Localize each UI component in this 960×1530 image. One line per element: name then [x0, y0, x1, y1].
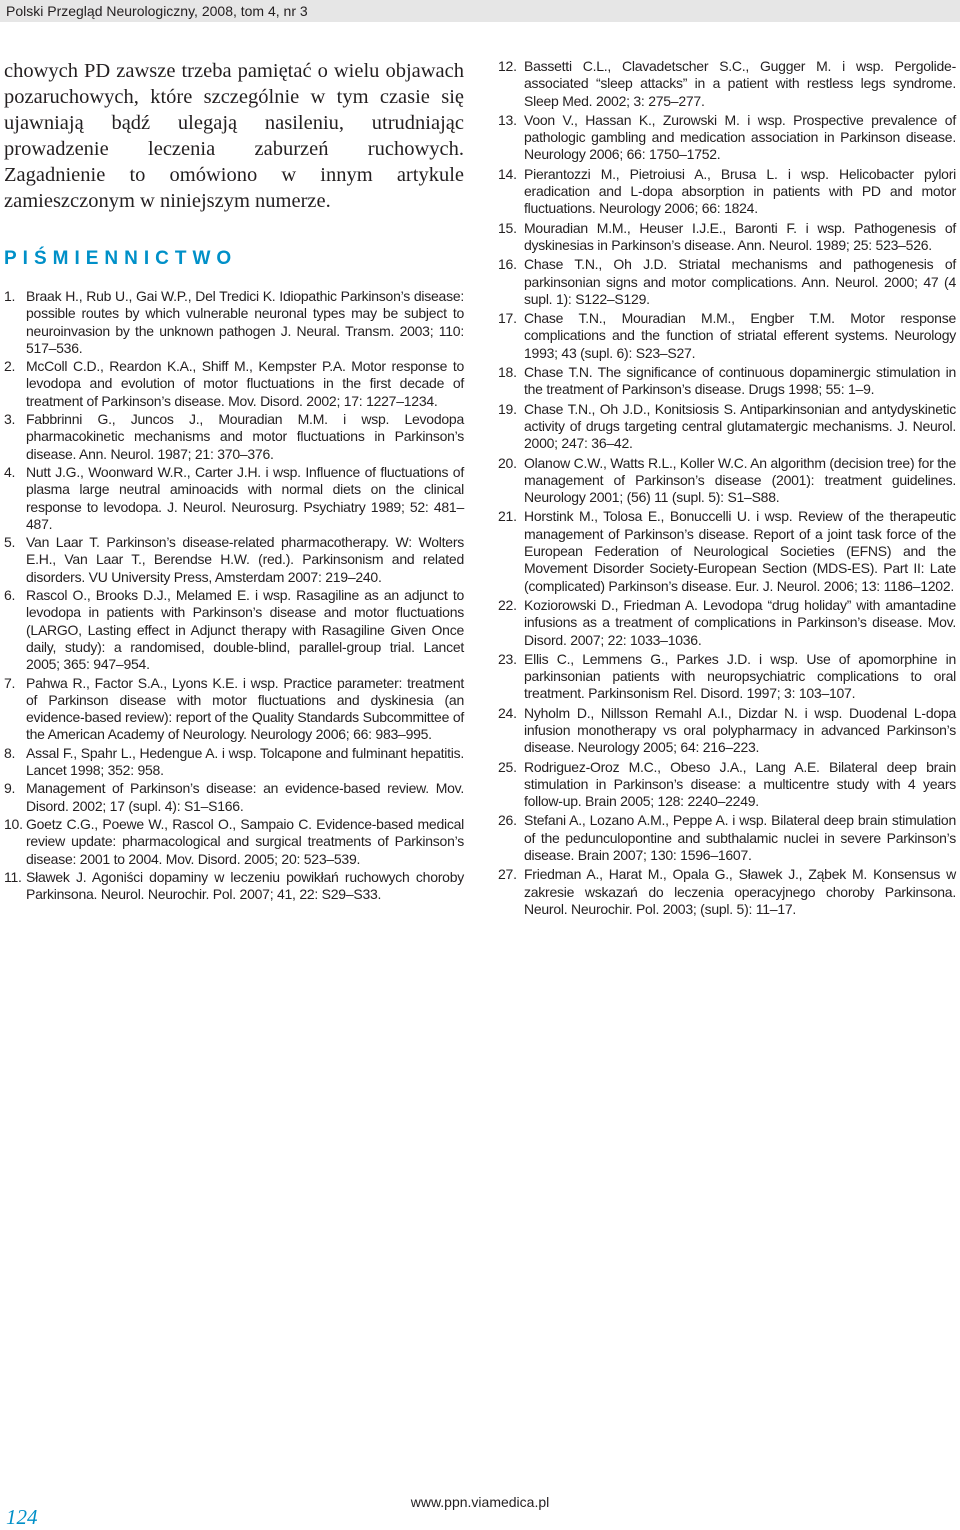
reference-number: 18.: [498, 364, 517, 381]
reference-item: [498, 112, 956, 164]
reference-item: [498, 508, 956, 594]
reference-number: 24.: [498, 704, 517, 721]
footer-url: www.ppn.viamedica.pl: [410, 1494, 550, 1510]
reference-text: Fabbrinni G., Juncos J., Mouradian M.M. i wsp. Levodopa pharmacokinetic mechanisms and motor fluctuations in Parkinson’s disease. Ann. Neurol. 1987; 21: 370–376.: [26, 411, 464, 462]
reference-number: 19.: [498, 400, 517, 417]
reference-text: Van Laar T. Parkinson’s disease-related pharmacotherapy. W: Wolters E.H., Van Laar T., Berendse H.W. (red.). Parkinsonism and related disorders. VU University Press, Amsterdam 2007: 219–240.: [26, 534, 464, 585]
reference-item: [4, 464, 464, 533]
right-column: [498, 58, 956, 920]
reference-item: [498, 401, 956, 453]
reference-text: Mouradian M.M., Heuser I.J.E., Baronti F. i wsp. Pathogenesis of dyskinesias in Parkinson’s disease. Ann. Neurol. 1989; 25: 523–526.: [524, 219, 956, 253]
reference-text: Nutt J.G., Woonward W.R., Carter J.H. i wsp. Influence of fluctuations of plasma large neutral aminoacids with normal diets on the clinical response to levodopa. J. Neurol. Neurosurg. Psychiatry 1989; 52: 481–487.: [26, 463, 464, 532]
intro-paragraph: chowych PD zawsze trzeba pamiętać o wielu objawach pozaruchowych, które szczególnie w tym czasie się ujawniają bądź ulegają nasileniu, utrudniając prowadzenie leczenia zaburzeń ruchowych. Zagadnienie to omówiono w innym artykule zamieszczonym w niniejszym numerze.: [4, 60, 464, 212]
reference-item: [4, 587, 464, 673]
reference-text: Goetz C.G., Poewe W., Rascol O., Sampaio C. Evidence-based medical review update: pharmacological and surgical treatments of Parkinson’s disease: 2001 to 2004. Mov. Disord. 2005; 20: 523–539.: [26, 815, 464, 867]
reference-number: 17.: [498, 310, 517, 327]
reference-number: 13.: [498, 111, 517, 128]
reference-item: [4, 745, 464, 780]
reference-text: Nyholm D., Nillsson Remahl A.I., Dizdar N. i wsp. Duodenal L-dopa infusion monotherapy vs oral polypharmacy in advanced Parkinson’s disease. Neurology 2005; 64: 216–223.: [524, 704, 956, 756]
reference-text: Horstink M., Tolosa E., Bonuccelli U. i wsp. Review of the therapeutic management of Parkinson’s disease. Report of a joint task force of the European Federation of Neurological Societies (EFNS) and the Movement Disorder Society-European Section (MDS-ES). Part II: Late (complicated) Parkinson’s disease. Eur. J. Neurol. 2006; 13: 1186–1202.: [524, 508, 956, 594]
reference-text: Pierantozzi M., Pietroiusi A., Brusa L. i wsp. Helicobacter pylori eradication and L-dopa absorption in patients with PD and motor fluctuations. Neurology 2006; 66: 1824.: [524, 165, 956, 217]
reference-item: [498, 759, 956, 811]
reference-item: [4, 534, 464, 586]
reference-text: Stefani A., Lozano A.M., Peppe A. i wsp. Bilateral deep brain stimulation of the pedunculopontine and subthalamic nuclei in severe Parkinson’s disease. Brain 2007; 130: 1596–1607.: [524, 812, 956, 864]
reference-number: 20.: [498, 454, 517, 471]
reference-number: 25.: [498, 758, 517, 775]
reference-number: 4.: [4, 463, 16, 480]
reference-text: Braak H., Rub U., Gai W.P., Del Tredici K. Idiopathic Parkinson’s disease: possible routes by which vulnerable neuronal types may be subject to neuroinvasion by the unknown pathogen J. Neural. Transm. 2003; 110: 517–536.: [26, 288, 464, 356]
journal-header: Polski Przegląd Neurologiczny, 2008, tom 4, nr 3: [6, 3, 308, 19]
reference-item: [4, 869, 464, 904]
reference-item: [4, 288, 464, 357]
reference-item: [498, 256, 956, 308]
reference-number: 12.: [498, 58, 517, 74]
reference-item: [498, 651, 956, 703]
reference-text: Chase T.N., Mouradian M.M., Engber T.M. Motor response complications and the function of striatal efferent systems. Neurology 1993; 43 (supl. 6): S23–S27.: [524, 310, 956, 361]
reference-item: [4, 358, 464, 410]
reference-item: [498, 455, 956, 507]
reference-text: Rodriguez-Oroz M.C., Obeso J.A., Lang A.E. Bilateral deep brain stimulation in Parkinson’s disease: a multicentre study with 4 years follow-up. Brain 2005; 128: 2240–2249.: [524, 758, 956, 810]
reference-number: 3.: [4, 411, 16, 428]
reference-text: Bassetti C.L., Clavadetscher S.C., Gugger M. i wsp. Pergolide-associated “sleep attacks” in a patient with restless legs syndrome. Sleep Med. 2002; 3: 275–277.: [524, 58, 956, 109]
reference-text: Chase T.N., Oh J.D. Striatal mechanisms and pathogenesis of parkinsonian signs and motor complications. Ann. Neurol. 2000; 47 (4 supl. 1): S122–S129.: [524, 256, 956, 307]
reference-number: 1.: [4, 288, 16, 304]
reference-item: [498, 166, 956, 218]
reference-text: Rascol O., Brooks D.J., Melamed E. i wsp. Rasagiline as an adjunct to levodopa in patients with Parkinson’s disease and motor fluctuations (LARGO, Lasting effect in Adjunct therapy with Rasagiline Given Once daily, study): a randomised, double-blind, parallel-group trial. Lancet 2005; 365: 947–954.: [26, 587, 464, 673]
reference-number: 26.: [498, 812, 517, 829]
reference-item: [498, 866, 956, 918]
section-heading: PIŚMIENNICTWO: [4, 248, 238, 269]
journal-header-band: [0, 0, 960, 22]
reference-item: [498, 705, 956, 757]
reference-item: [4, 411, 464, 463]
reference-number: 11.: [4, 868, 22, 885]
reference-text: Friedman A., Harat M., Opala G., Sławek J., Ząbek M. Konsensus w zakresie wskazań do leczenia operacyjnego choroby Parkinsona. Neurol. Neurochir. Pol. 2003; (supl. 5): 11–17.: [524, 866, 956, 917]
reference-item: [498, 220, 956, 255]
reference-item: [498, 310, 956, 362]
reference-item: [498, 597, 956, 649]
reference-number: 10.: [4, 815, 23, 832]
reference-item: [4, 816, 464, 868]
reference-item: [498, 58, 956, 110]
reference-number: 21.: [498, 508, 517, 525]
reference-text: Chase T.N., Oh J.D., Konitsiosis S. Antiparkinsonian and antydyskinetic activity of drugs targeting central glutamatergic mechanisms. J. Neurol. 2000; 247: 36–42.: [524, 400, 956, 452]
reference-text: Pahwa R., Factor S.A., Lyons K.E. i wsp. Practice parameter: treatment of Parkinson disease with motor fluctuations and dyskinesia (an evidence-based review): report of the Quality Standards Subcommittee of the American Academy of Neurology. Neurology 2006; 66: 983–995.: [26, 674, 464, 743]
reference-item: [4, 675, 464, 744]
reference-item: [498, 812, 956, 864]
reference-number: 6.: [4, 587, 16, 604]
left-column: [4, 58, 464, 904]
reference-number: 27.: [498, 866, 517, 883]
page-number: 124: [6, 1505, 38, 1529]
reference-number: 2.: [4, 358, 16, 375]
reference-item: [4, 780, 464, 815]
reference-text: Chase T.N. The significance of continuous dopaminergic stimulation in the treatment of Parkinson’s disease. Drugs 1998; 55: 1–9.: [524, 364, 956, 398]
reference-number: 23.: [498, 650, 517, 667]
reference-text: Voon V., Hassan K., Zurowski M. i wsp. Prospective prevalence of pathologic gambling and medication association in Parkinson disease. Neurology 2006; 66: 1750–1752.: [524, 111, 956, 163]
reference-number: 16.: [498, 256, 517, 273]
reference-number: 14.: [498, 165, 517, 182]
reference-list-right: [498, 58, 956, 918]
reference-list-left: [4, 288, 464, 903]
reference-number: 15.: [498, 219, 517, 236]
reference-item: [498, 364, 956, 399]
reference-text: Ellis C., Lemmens G., Parkes J.D. i wsp. Use of apomorphine in parkinsonian patients with neuropsychiatric complications to oral treatment. Parkinsonism Rel. Disord. 1997; 3: 103–107.: [524, 650, 956, 702]
reference-text: Olanow C.W., Watts R.L., Koller W.C. An algorithm (decision tree) for the management of Parkinson’s disease (2001): treatment guidelines. Neurology 2001; (56) 11 (supl. 5): S1–S88.: [524, 454, 956, 506]
reference-number: 5.: [4, 534, 16, 551]
reference-number: 22.: [498, 596, 517, 613]
reference-text: McColl C.D., Reardon K.A., Shiff M., Kempster P.A. Motor response to levodopa and evolution of motor fluctuations in the first decade of treatment of Parkinson’s disease. Mov. Disord. 2002; 17: 1227–1234.: [26, 358, 464, 409]
reference-text: Sławek J. Agoniści dopaminy w leczeniu powikłań ruchowych choroby Parkinsona. Neurol. Neurochir. Pol. 2007; 41, 22: S29–S33.: [26, 868, 464, 903]
reference-text: Management of Parkinson’s disease: an evidence-based review. Mov. Disord. 2002; 17 (supl. 4): S1–S166.: [26, 780, 464, 814]
reference-text: Assal F., Spahr L., Hedengue A. i wsp. Tolcapone and fulminant hepatitis. Lancet 1998; 352: 958.: [26, 744, 464, 779]
reference-number: 8.: [4, 744, 16, 761]
reference-number: 9.: [4, 780, 16, 797]
reference-text: Koziorowski D., Friedman A. Levodopa “drug holiday” with amantadine infusions as a treatment of complications in Parkinson’s disease. Mov. Disord. 2007; 22: 1033–1036.: [524, 596, 956, 648]
reference-number: 7.: [4, 674, 16, 691]
